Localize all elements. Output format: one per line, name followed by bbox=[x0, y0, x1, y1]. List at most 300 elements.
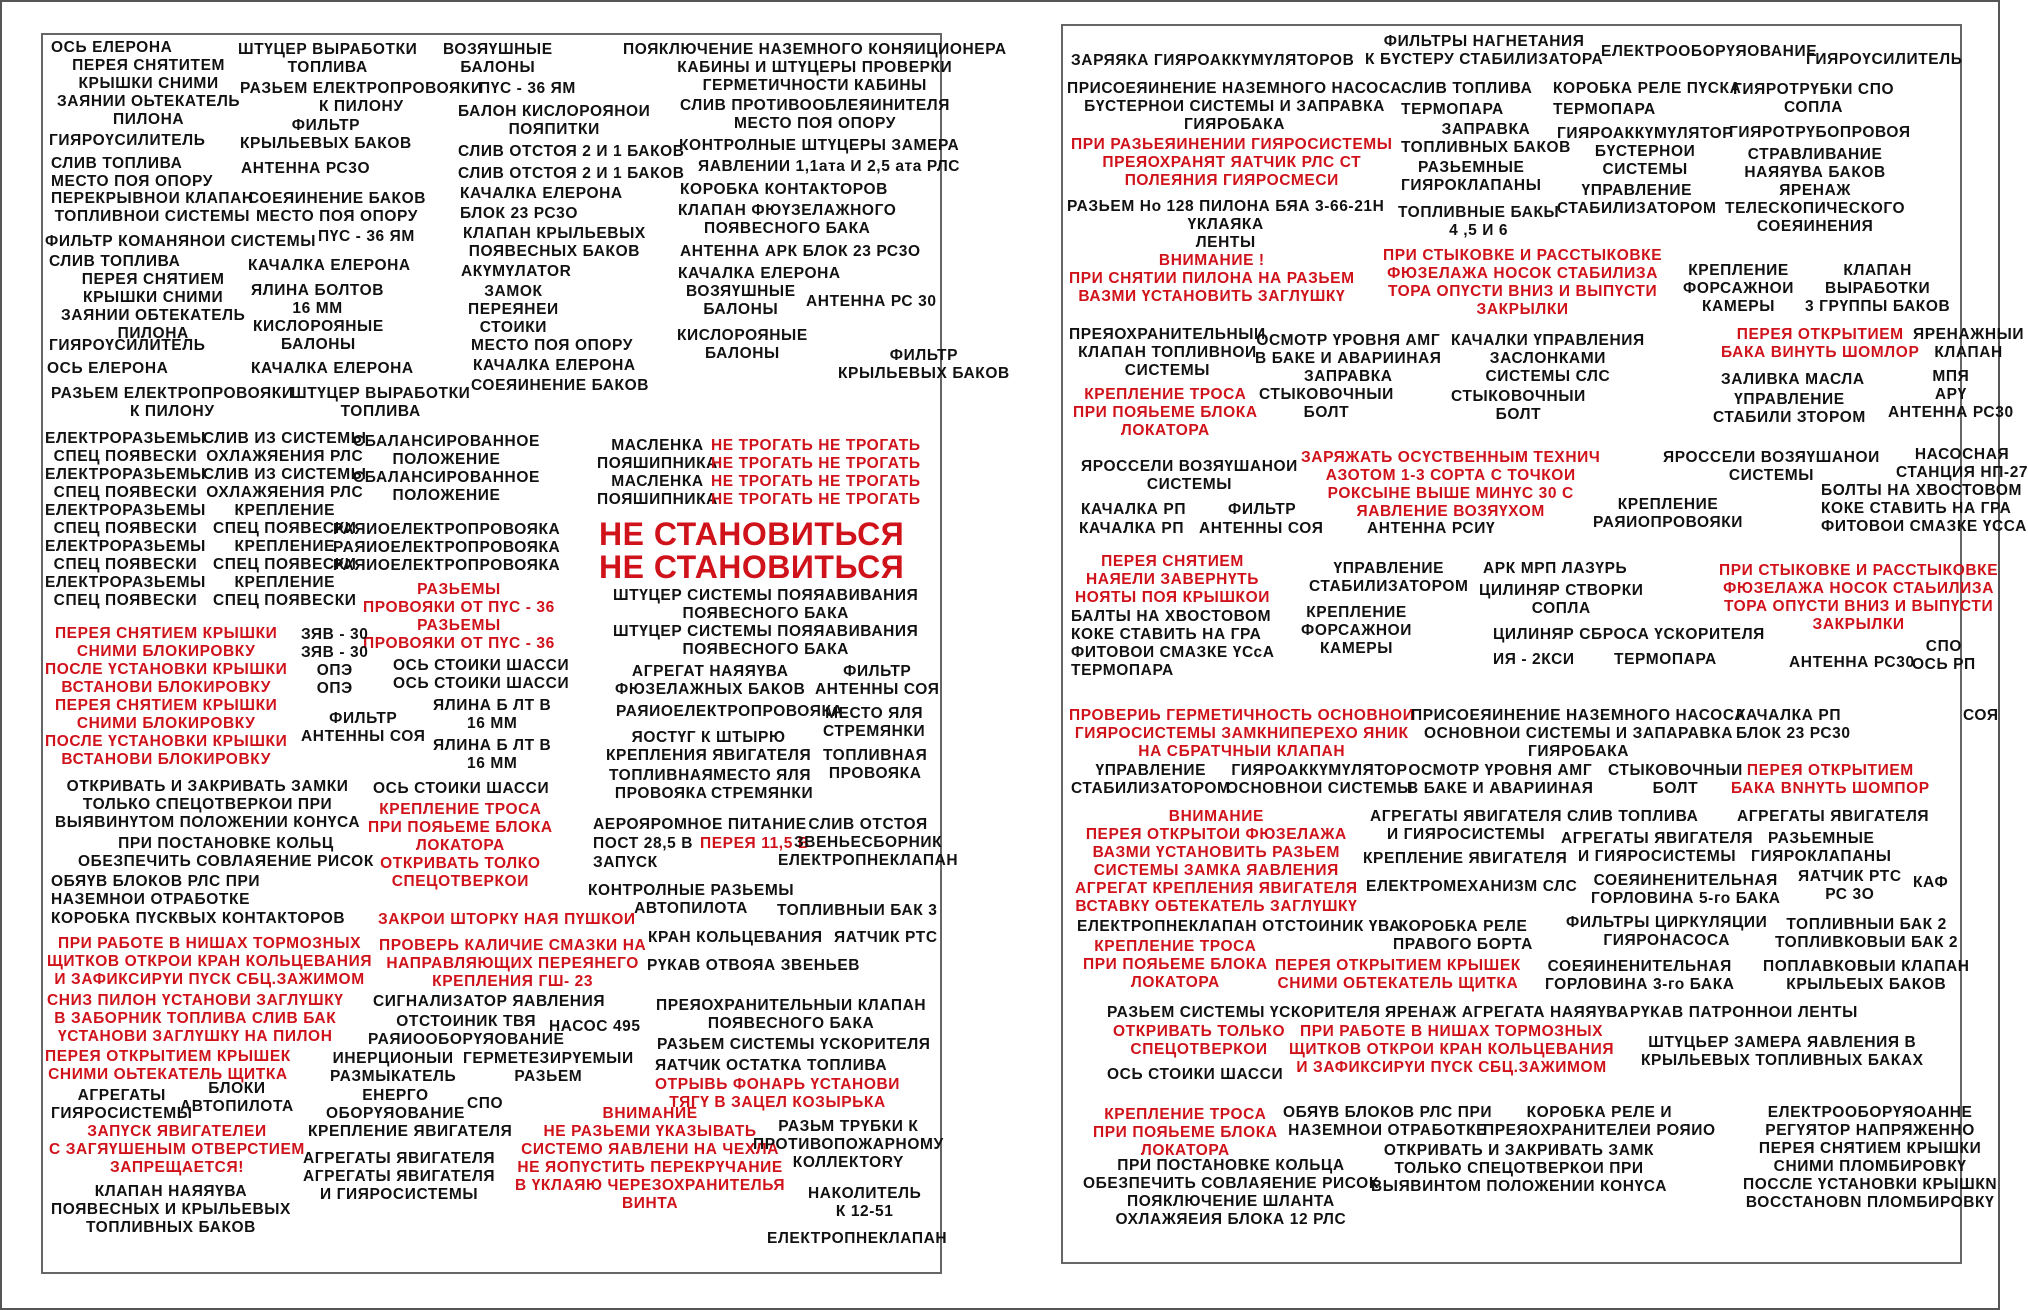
warning-label bbox=[1075, 553, 1270, 607]
label-line: ПРИ ПОСТАНОВКЕ КОЛЬЦ bbox=[118, 835, 334, 852]
label-line: НЕ ТРОГАТЬ НЕ ТРОГАТЬ bbox=[711, 437, 921, 454]
label-line: МЕСТО ПОЯ ОПОРУ bbox=[734, 115, 896, 132]
label-line: ЛОКАТОРА bbox=[415, 837, 505, 854]
component-label bbox=[593, 835, 693, 853]
label-line: ГИЯРОКЛАПАНЫ bbox=[1401, 177, 1542, 194]
label-line: ТЕРМОПАРА bbox=[1071, 662, 1174, 679]
label-line: СЛИВ ПРОТИВООБЛЕЯИНИТЕЛЯ bbox=[680, 97, 950, 114]
label-line: ЗАПРАВКА bbox=[1303, 368, 1393, 385]
label-line: К ПИЛОНУ bbox=[129, 403, 215, 420]
component-label bbox=[1789, 654, 1915, 672]
component-label bbox=[1228, 501, 1296, 519]
label-line: НЕ РАЗЬЕМИ ҮКАЗЫВАТЬ bbox=[543, 1123, 757, 1140]
component-label bbox=[1591, 872, 1781, 908]
label-line: РАЗЬЕМЫ bbox=[417, 617, 501, 634]
label-line: ТЕРМОПАРА bbox=[1401, 101, 1504, 118]
label-line: ЯРЕНАЖ bbox=[1779, 182, 1852, 199]
label-line: ТОРА ОПҮСТИ ВНИЗ И ВЫПҮСТИ bbox=[1387, 283, 1658, 300]
component-label bbox=[679, 137, 959, 155]
component-label bbox=[815, 663, 939, 699]
label-line: БҮСТЕРНОИ bbox=[1594, 143, 1696, 160]
label-line: БАЛОНЫ bbox=[460, 59, 536, 76]
label-line: РАЯИОЕЛЕКТРОПРОВОЯКА bbox=[616, 703, 844, 720]
component-label bbox=[468, 283, 559, 337]
label-line: В БАКЕ И АВАРИИНАЯ bbox=[1407, 780, 1594, 797]
label-line: СТОИКИ bbox=[479, 319, 548, 336]
label-line: ВОССТАНОВN ПЛОМБИРОВКҮ bbox=[1745, 1194, 1995, 1211]
label-line: ЕНЕРГО bbox=[362, 1087, 429, 1104]
label-line: ЯАТЧИК ОСТАТКА ТОПЛИВА bbox=[655, 1057, 888, 1074]
component-label bbox=[1737, 808, 1929, 826]
label-line: НАЗЕМНОИ ОТРАБОТКЕ bbox=[1288, 1122, 1488, 1139]
label-line: ФИЛЬТРЫ НАГНЕТАНИЯ bbox=[1383, 33, 1585, 50]
component-label bbox=[1553, 80, 1741, 98]
label-line: ВНИМАНИЕ ! bbox=[1158, 252, 1265, 269]
label-line: ЯЛИНА Б ЛТ В bbox=[433, 737, 552, 754]
label-line: НАЯЕЛИ ЗАВЕРНҮТЬ bbox=[1085, 571, 1259, 588]
component-label bbox=[461, 263, 571, 281]
label-line: НЕ ЯОПҮСТИТЬ ПЕРЕКРҮЧАНИЕ bbox=[517, 1159, 783, 1176]
label-line: НАПРАВЛЯЮЩИХ ПЕРЕЯНЕГО bbox=[386, 955, 639, 972]
label-line: ҮПРАВЛЕНИЕ bbox=[1581, 182, 1693, 199]
label-line: ПОЛОЖЕНИЕ bbox=[392, 487, 501, 504]
label-line: ШТҮЦЬЕР ЗАМЕРА ЯАВЛЕНИЯ В bbox=[1648, 1034, 1917, 1051]
label-line: ПОЯВЕСНОГО БАКА bbox=[703, 220, 871, 237]
component-label bbox=[45, 233, 316, 251]
warning-label bbox=[599, 518, 904, 584]
component-label bbox=[656, 997, 926, 1033]
label-line: НЕ ТРОГАТЬ НЕ ТРОГАТЬ bbox=[711, 491, 921, 508]
label-line: СОЕЯИНЕНИЕ БАКОВ bbox=[248, 190, 427, 207]
label-line: КРЕПЛЕНИЕ bbox=[234, 538, 336, 555]
label-line: ПОЯВЕСНОГО БАКА bbox=[707, 1015, 875, 1032]
label-line: АНТЕННЫ СОЯ bbox=[301, 728, 426, 745]
label-line: КРЫШКИ СНИМИ bbox=[83, 289, 224, 306]
component-label bbox=[1725, 146, 1905, 236]
label-line: ҮПРАВЛЕНИЕ bbox=[1333, 560, 1445, 577]
component-label bbox=[1743, 1104, 1997, 1212]
label-line: МЕСТО ЯЛЯ bbox=[825, 705, 924, 722]
label-line: ОТРЫВЬ ФОНАРЬ ҮСТАНОВИ bbox=[655, 1076, 901, 1093]
warning-label bbox=[1069, 707, 1414, 761]
label-line: МПЯ bbox=[1932, 368, 1970, 385]
label-line: МЕСТО ПОЯ ОПОРУ bbox=[256, 208, 419, 225]
label-line: ШТҮЦЕР ВЫРАБОТКИ bbox=[238, 41, 418, 58]
label-line: ЕЛЕКТРОРАЗЬЕМЫ bbox=[45, 538, 206, 555]
label-line: СНИМИ ОБТЕКАТЕЛЬ ЩИТКА bbox=[1277, 975, 1519, 992]
component-label bbox=[767, 1230, 947, 1248]
label-line: ФИЛЬТР КОМАНЯНОИ СИСТЕМЫ bbox=[45, 233, 317, 250]
component-label bbox=[291, 385, 470, 421]
component-label bbox=[1553, 101, 1656, 119]
label-line: С ЗАГЯҮШЕНЫМ ОТВЕРСТИЕМ bbox=[49, 1141, 305, 1158]
component-label bbox=[471, 337, 633, 355]
label-line: ЛОКАТОРА bbox=[1140, 1142, 1230, 1159]
component-label bbox=[808, 1185, 921, 1221]
label-line: ГИЯРОТРҮБКИ СПО bbox=[1733, 81, 1895, 98]
label-line: ПЕРЕЯНЕИ bbox=[468, 301, 559, 318]
component-label bbox=[588, 882, 794, 918]
component-label bbox=[373, 780, 549, 798]
label-line: МЕСТО ЯЛЯ bbox=[713, 767, 812, 784]
label-line: КРЕПЛЕНИЕ bbox=[234, 502, 336, 519]
label-line: СТАБИЛИЗАТОРОМ bbox=[1309, 578, 1469, 595]
label-line: ЗАПҮСК ЯВИГАТЕЛЕИ bbox=[87, 1123, 267, 1140]
label-line: ПЕРЕЯ СНЯТИЕМ bbox=[81, 271, 225, 288]
label-line: ГЕРМЕТЕЗИРҮЕМЫИ bbox=[463, 1050, 634, 1067]
label-line: РҮКАВ ОТВОЯА ЗВЕНЬЕВ bbox=[647, 957, 861, 974]
label-line: РҮКАВ ПАТРОННОИ ЛЕНТЫ bbox=[1630, 1004, 1858, 1021]
component-label bbox=[1401, 101, 1504, 119]
label-line: ПОЯВЕСНОГО БАКА bbox=[682, 605, 849, 622]
component-label bbox=[1071, 608, 1275, 662]
label-line: СПЕЦ ПОЯВЕСКИ bbox=[53, 556, 198, 573]
component-label bbox=[1608, 762, 1743, 798]
label-line: ВЫЯВИНҮТОМ ПОЛОЖЕНИИ КОНҮСА bbox=[55, 814, 361, 831]
component-label bbox=[1721, 371, 1865, 389]
label-line: РАЗЬЕМ Но 128 ПИЛОНА БЯА 3-66-21Н bbox=[1067, 198, 1385, 215]
component-label bbox=[1071, 662, 1174, 680]
label-line: ПРЕЯОХРАНИТЕЛЬНЫИ bbox=[1069, 326, 1266, 343]
warning-label bbox=[45, 625, 287, 769]
component-label bbox=[479, 80, 576, 98]
label-line: РЕГҮЯТОР НАПРЯЖЕННО bbox=[1765, 1122, 1975, 1139]
component-label bbox=[1411, 707, 1746, 761]
component-label bbox=[549, 1018, 641, 1036]
label-line: ОТКРИВАТЬ И ЗАКРИВАТЬ ЗАМКИ bbox=[66, 778, 349, 795]
component-label bbox=[753, 1118, 944, 1172]
label-line: ОТКРИВАТЬ ТОЛКО bbox=[380, 855, 541, 872]
warning-label bbox=[711, 437, 921, 509]
component-label bbox=[613, 587, 918, 659]
label-line: АНТЕННА АРК БЛОК 23 РС3О bbox=[680, 243, 921, 260]
label-line: ЗАПРАВКА bbox=[1441, 121, 1531, 138]
component-label bbox=[677, 327, 808, 363]
component-label bbox=[248, 257, 411, 275]
label-line: ЯАТЧИК РТС bbox=[834, 929, 938, 946]
label-line: 3 ГРҮППЫ БАКОВ bbox=[1805, 298, 1951, 315]
component-label bbox=[51, 873, 260, 909]
component-label bbox=[806, 293, 937, 311]
component-label bbox=[609, 767, 713, 803]
label-line: АГРЕГАТЫ ЯВИГАТЕЛЯ bbox=[303, 1168, 496, 1185]
label-line: АКҮМҮЛАТОR bbox=[461, 263, 572, 280]
warning-label bbox=[1113, 1023, 1285, 1059]
label-line: СОЯ bbox=[1963, 707, 1999, 724]
component-label bbox=[51, 39, 172, 57]
component-label bbox=[1736, 707, 1851, 743]
label-line: ЗАЯНИИ ОБТЕКАТЕЛЬ bbox=[61, 307, 246, 324]
label-line: ЕЛЕКТРОПНЕКЛАПАН ОТСТОИНИК ҮВА bbox=[1077, 918, 1401, 935]
component-label bbox=[1079, 520, 1184, 538]
label-line: ФИЛЬТР bbox=[291, 117, 361, 134]
label-line: АГРЕГАТЫ ЯВИГАТЕЛЯ bbox=[1561, 830, 1754, 847]
label-line: ПРОВОЯКА bbox=[828, 765, 922, 782]
label-line: КОРОБКА РЕЛЕ И bbox=[1526, 1104, 1673, 1121]
label-line: БАКА BNHҮТЬ ШОМПОР bbox=[1731, 780, 1930, 797]
label-line: ПРЕЯОХРАНИТЕЛЬНЫИ КЛАПАН bbox=[656, 997, 927, 1014]
component-label bbox=[1601, 43, 1817, 61]
label-line: СИСТЕМЫ СЛС bbox=[1485, 368, 1611, 385]
label-line: ОСЬ СТОИКИ ШАССИ bbox=[393, 675, 570, 692]
warning-label bbox=[47, 992, 344, 1046]
component-label bbox=[838, 347, 1010, 383]
component-label bbox=[1083, 1157, 1379, 1229]
label-line: СНИМИ БЛОКИРОВКУ bbox=[76, 643, 256, 660]
label-line: ЕЛЕКТРООБОРҮЯОВАНИЕ bbox=[1601, 43, 1818, 60]
warning-label bbox=[515, 1105, 785, 1213]
label-line: ОХЛАЖЯЕНИЯ РЛС bbox=[206, 484, 364, 501]
label-line: СЛИВ ИЗ СИСТЕМЫ bbox=[203, 430, 367, 447]
label-line: РАЗЬЕМ СИСТЕМЫ ҮСКОРИТЕЛЯ bbox=[1107, 1004, 1381, 1021]
label-line: КЛАПАН bbox=[1843, 262, 1912, 279]
label-line: ВНИМАНИЕ bbox=[602, 1105, 698, 1122]
label-line: К ПИЛОНУ bbox=[318, 98, 404, 115]
component-label bbox=[1593, 496, 1743, 532]
label-line: СПО bbox=[467, 1095, 504, 1112]
label-line: КАМЕРЫ bbox=[1702, 298, 1776, 315]
label-line: АЗОТОМ 1-3 СОРТА С ТОЧКОИ bbox=[1325, 467, 1576, 484]
label-sheet-right bbox=[1061, 24, 2028, 1264]
label-line: РАЗЬМ ТРҮБКИ К bbox=[778, 1118, 919, 1135]
label-line: И ГИЯРОСИСТЕМЫ bbox=[1387, 826, 1546, 843]
label-line: БЛОК 23 РС3О bbox=[460, 205, 579, 222]
label-line: ПОПЛАВКОВЫИ КЛАПАН bbox=[1763, 958, 1970, 975]
component-label bbox=[1107, 1066, 1283, 1084]
label-line: СПЕЦ ПОЯВЕСКИ bbox=[212, 520, 357, 537]
label-line: АГРЕГАТ КРЕПЛЕНИЯ ЯВИГАТЕЛЯ bbox=[1075, 880, 1358, 897]
label-line: ГИЯРОҮСИЛИТЕЛЬ bbox=[1806, 51, 1963, 68]
label-line: КЛАПАН bbox=[1934, 344, 2003, 361]
component-label bbox=[373, 993, 605, 1011]
label-line: ПЕРЕЯ СНЯТИЕМ КРЫШКИ bbox=[54, 625, 278, 642]
component-label bbox=[1751, 830, 1892, 866]
component-label bbox=[251, 282, 384, 318]
label-line: КАБИНЫ И ШТҮЦЕРЫ ПРОВЕРКИ bbox=[677, 59, 953, 76]
label-line: ОСНОВНОИ СИСТЕМЫ И ЗАПАРАВКА bbox=[1424, 725, 1734, 742]
component-label bbox=[1806, 51, 1962, 69]
label-line: ПЕРЕЯ СНЯТИЕМ bbox=[1101, 553, 1244, 570]
label-line: И ГИЯРОСИСТЕМЫ bbox=[320, 1186, 479, 1203]
label-line: ПОССЛЕ ҮСТАНОВКИ КРЫШКN bbox=[1743, 1176, 1998, 1193]
label-line: ТОПЛИВНАЯ bbox=[823, 747, 928, 764]
component-label bbox=[616, 703, 843, 721]
component-label bbox=[1081, 458, 1298, 494]
warning-label bbox=[368, 801, 553, 891]
label-line: СЛИВ ТОПЛИВА bbox=[51, 155, 183, 172]
label-line: ТОПЛИВНЫЕ БАКЫ bbox=[1398, 204, 1560, 221]
component-label bbox=[823, 747, 927, 783]
label-line: ВАЗМИ ҮСТАНОВИТЬ РАЗЬЕМ bbox=[1092, 844, 1341, 861]
component-label bbox=[238, 41, 417, 77]
component-label bbox=[597, 437, 718, 509]
label-line: НАЯЯҮВА БАКОВ bbox=[1744, 164, 1886, 181]
label-line: ПЕРЕКРЫВНОИ КЛАПАН bbox=[51, 190, 254, 207]
component-label bbox=[463, 1050, 634, 1086]
component-label bbox=[1363, 850, 1567, 868]
label-line: СТЫКОВОЧНЫИ bbox=[1451, 388, 1586, 405]
label-line: ЯЛИНА Б ЛТ В bbox=[433, 697, 552, 714]
label-line: КАФ bbox=[1913, 874, 1949, 891]
label-line: ПЕРЕЯ ОТКРЫТОИ ФЮЗЕЛАЖА bbox=[1085, 826, 1347, 843]
label-line: ОБЯҮВ БЛОКОВ РЛС ПРИ bbox=[51, 873, 261, 890]
label-line: РАЗЬЕМ СИСТЕМЫ ҮСКОРИТЕЛЯ bbox=[657, 1036, 931, 1053]
component-label bbox=[353, 433, 540, 505]
label-line: ЗАЛИВКА МАСЛА bbox=[1721, 371, 1865, 388]
label-line: ОТСТОИНИК ТВЯ bbox=[396, 1013, 537, 1030]
component-label bbox=[467, 1095, 503, 1113]
label-line: ЕЛЕКТРОРАЗЬЕМЫ bbox=[45, 574, 206, 591]
label-line: АГРЕГАТЫ ЯВИГАТЕЛЯ bbox=[303, 1150, 496, 1167]
component-label bbox=[1567, 808, 1698, 826]
label-line: ГИЯРОБАКА bbox=[1183, 116, 1286, 133]
component-label bbox=[55, 778, 360, 832]
label-line: ЕЛЕКТРОМЕХАНИЗМ СЛС bbox=[1366, 878, 1578, 895]
label-line: КРЕПЛЕНИЕ bbox=[234, 574, 336, 591]
label-line: ЕЛЕКТРОПНЕКЛАПАН bbox=[778, 852, 959, 869]
label-line: ТОЛЬКО СПЕЦОТВЕРКОИ ПРИ bbox=[82, 796, 333, 813]
label-line: ПОЯКЛЮЧЕНИЕ ШЛАНТА bbox=[1127, 1193, 1335, 1210]
label-line: ЗАЯНИИ ОЬТЕКАТЕЛЬ bbox=[57, 93, 241, 110]
label-line: АРК МРП ЛАЗҮРЬ bbox=[1483, 560, 1628, 577]
label-line: ПОЯШИПНИКА bbox=[597, 455, 718, 472]
label-line: ОСМОТР ҮРОВНЯ АМГ bbox=[1408, 762, 1593, 779]
label-line: МЕСТО ПОЯ ОПОРУ bbox=[471, 337, 633, 354]
label-line: НАКОЛИТЕЛЬ bbox=[808, 1185, 922, 1202]
label-line: ТОПЛИВНАЯ bbox=[609, 767, 714, 784]
label-line: ТОРА ОПҮСТИ ВНИЗ И ВЫПҮСТИ bbox=[1723, 598, 1994, 615]
label-line: ЗАПҮСК bbox=[593, 854, 658, 871]
label-line: БАКА ВИНҮТЬ ШОМЛОР bbox=[1721, 344, 1920, 361]
component-label bbox=[180, 1080, 294, 1116]
component-label bbox=[1255, 332, 1442, 386]
component-label bbox=[1069, 326, 1266, 380]
component-label bbox=[1888, 368, 2014, 422]
label-line: СТРЕМЯНКИ bbox=[711, 785, 814, 802]
label-line: ГИЯРОНАСОСА bbox=[1603, 932, 1731, 949]
label-line: ПРИ РАБОТЕ В НИШАХ ТОРМОЗНЫХ bbox=[1299, 1023, 1604, 1040]
label-line: ПОЯШИПНИКА bbox=[597, 491, 718, 508]
label-line: ОХЛАЖЯЕНИЯ РЛС bbox=[206, 448, 364, 465]
label-line: КРЫЛЬЕВЫХ БАКОВ bbox=[240, 135, 412, 152]
label-line: СИСТЕМЫ bbox=[1728, 467, 1815, 484]
label-line: СПЕЦ ПОЯВЕСКИ bbox=[53, 592, 198, 609]
component-label bbox=[463, 225, 646, 261]
label-line: КОКЕ СТАВИТЬ НА ГРА bbox=[1071, 626, 1262, 643]
label-line: КРЫЛЬЕЫХ БАКОВ bbox=[1786, 976, 1947, 993]
component-label bbox=[657, 1036, 931, 1054]
label-line: СОПЛА bbox=[1531, 600, 1591, 617]
component-label bbox=[686, 283, 796, 319]
label-line: ЗЯВ - 30 bbox=[301, 644, 369, 661]
component-label bbox=[51, 1183, 291, 1237]
label-line: ГИЯРОБАКА bbox=[1527, 743, 1630, 760]
component-label bbox=[823, 705, 925, 741]
label-line: МАСЛЕНКА bbox=[611, 473, 704, 490]
label-line: ЗАКРЫЛКИ bbox=[1812, 616, 1905, 633]
label-line: ЯРЕНАЖ АГРЕГАТА НАЯЯҮВА bbox=[1385, 1004, 1630, 1021]
component-label bbox=[698, 158, 960, 176]
label-line: ОСЬ СТОИКИ ШАССИ bbox=[373, 780, 550, 797]
label-line: АВТОПИЛОТА bbox=[180, 1098, 294, 1115]
component-label bbox=[473, 357, 636, 375]
component-label bbox=[1763, 958, 1970, 994]
label-line: СТАБИЛИЗАТОРОМ bbox=[1071, 780, 1231, 797]
label-line: РАЗЬЕМ ЕЛЕКТРОПРОВОЯКИ bbox=[240, 80, 483, 97]
component-label bbox=[1077, 918, 1401, 936]
label-line: КРЕПЛЕНИЕ ТРОСА bbox=[379, 801, 542, 818]
label-line: ОСЬ СТОИКИ ШАССИ bbox=[1107, 1066, 1284, 1083]
label-line: ЩИТКОВ ОТКРОИ КРАН КОЛЬЦЕВАНИЯ bbox=[1289, 1041, 1615, 1058]
label-line: ПРИ ПОСТАНОВКЕ КОЛЬЦА bbox=[1117, 1157, 1345, 1174]
label-line: КРЫЛЬЕВЫХ ТОПЛИВНЫХ БАКАХ bbox=[1641, 1052, 1924, 1069]
label-line: БОЛТ bbox=[1303, 404, 1350, 421]
label-line: БЛОК 23 РС30 bbox=[1736, 725, 1851, 742]
label-line: ҮПРАВЛЕНИЕ bbox=[1734, 391, 1845, 408]
component-label bbox=[1805, 262, 1950, 316]
warning-label bbox=[363, 581, 555, 653]
component-label bbox=[778, 816, 958, 870]
label-line: 4 ,5 И 6 bbox=[1449, 222, 1509, 239]
component-label bbox=[251, 360, 414, 378]
label-line: СБАЛАНСИРОВАННОЕ bbox=[353, 433, 540, 450]
label-line: КРЕПЛЕНИЯ ГШ- 23 bbox=[432, 973, 594, 990]
label-line: ПРЕЯОХРАНЯТ ЯАТЧИК РЛС СТ bbox=[1102, 154, 1362, 171]
label-line: ТЯГҮ В ЗАЦЕЛ КОЗЫРЬКА bbox=[669, 1094, 886, 1111]
component-label bbox=[1370, 808, 1562, 844]
label-line: БЛОКИ bbox=[208, 1080, 266, 1097]
component-label bbox=[458, 103, 650, 139]
label-sheet-left bbox=[41, 33, 1010, 1274]
label-line: ГИЯРОСИСТЕМЫ bbox=[51, 1105, 193, 1122]
warning-label bbox=[1731, 762, 1930, 798]
label-line: СНИМИ ОЬТЕКАТЕЛЬ ЩИТКА bbox=[48, 1066, 288, 1083]
label-line: ФИЛЬТР bbox=[843, 663, 912, 680]
component-label bbox=[443, 41, 553, 77]
component-label bbox=[1365, 33, 1603, 69]
label-line: И ЗАФИКСИРҮИ ПҮСК СБЦ.ЗАЖИМОМ bbox=[1296, 1059, 1607, 1076]
label-line: КРЕПЛЕНИЕ ЯВИГАТЕЛЯ bbox=[308, 1123, 513, 1140]
label-line: АНТЕННА РСИҮ bbox=[1367, 520, 1496, 537]
label-line: ТЕРМОПАРА bbox=[1553, 101, 1656, 118]
component-label bbox=[45, 430, 206, 610]
label-line: ТЕЛЕСКОПИЧЕСКОГО bbox=[1725, 200, 1906, 217]
label-line: КОРОБКА ПҮСКВЫХ КОНТАКТОРОВ bbox=[51, 910, 346, 927]
component-label bbox=[460, 185, 623, 203]
component-label bbox=[326, 1087, 465, 1123]
label-line: ВИНТА bbox=[621, 1195, 679, 1212]
component-label bbox=[1896, 446, 2028, 482]
label-line: ТОПЛИВНЫХ БАКОВ bbox=[86, 1219, 256, 1236]
warning-label bbox=[1383, 247, 1662, 319]
label-line: КРЫШКИ СНИМИ bbox=[78, 75, 219, 92]
label-line: ПРАВОГО БОРТА bbox=[1393, 936, 1533, 953]
label-line: КАЧАЛКИ ҮПРАВЛЕНИЯ bbox=[1451, 332, 1645, 349]
component-label bbox=[57, 57, 240, 129]
component-label bbox=[458, 143, 685, 161]
label-line: ГИЯРОАККҮМҮЛЯТОР bbox=[1231, 762, 1408, 779]
label-line: ЕЛЕКТРОРАЗЬЕМЫ bbox=[45, 466, 206, 483]
label-line: ҮКЛАЯКА bbox=[1187, 216, 1264, 233]
label-line: ПРИ СТЫКОВКЕ И РАССТЫКОВКЕ bbox=[1383, 247, 1663, 264]
label-line: НЕ СТАНОВИТЬСЯ bbox=[599, 516, 905, 552]
label-line: ТОПЛИВНОИ СИСТЕМЫ bbox=[54, 208, 251, 225]
component-label bbox=[301, 710, 425, 746]
component-label bbox=[49, 337, 205, 355]
component-label bbox=[471, 377, 649, 395]
label-line: ЯАВЛЕНИИ 1,1ата И 2,5 ата РЛС bbox=[698, 158, 961, 175]
label-line: СТЫКОВОЧНЫИ bbox=[1259, 386, 1394, 403]
